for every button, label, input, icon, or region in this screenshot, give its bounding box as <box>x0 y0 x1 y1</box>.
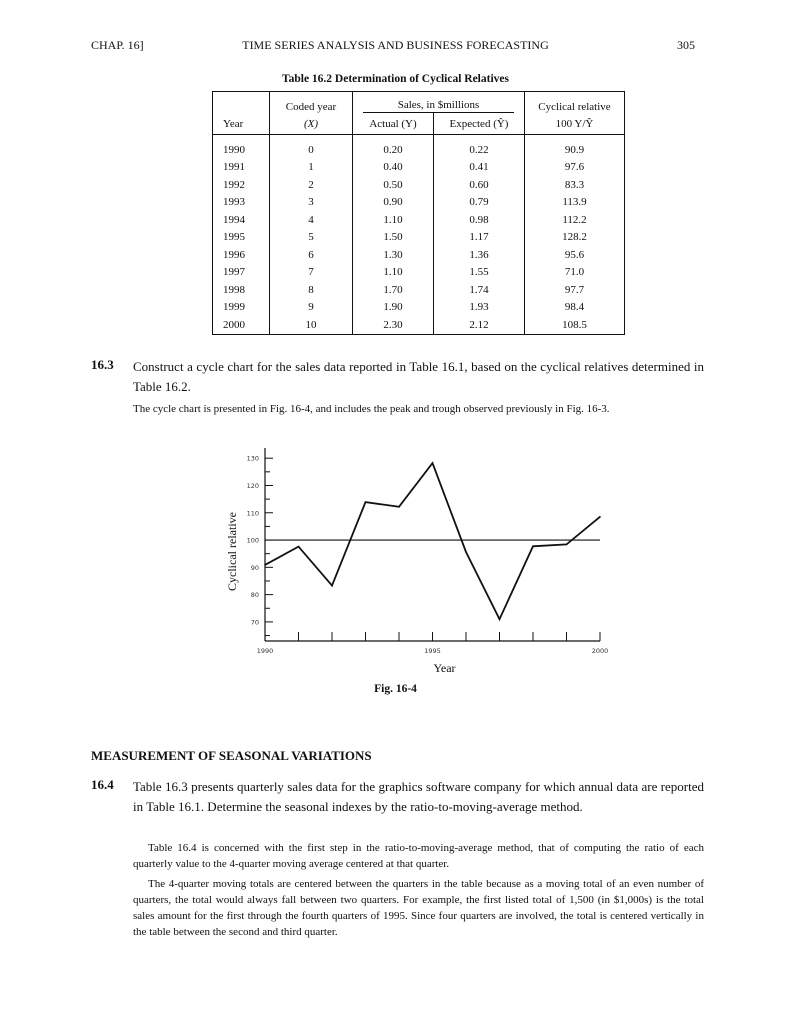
cell-year: 1994 <box>223 213 245 226</box>
chapter-label: CHAP. 16] <box>91 38 144 52</box>
data-point <box>599 516 601 518</box>
cell-cyclical-relative: 112.2 <box>525 211 625 229</box>
cell-expected: 1.74 <box>434 281 525 299</box>
data-point <box>264 564 266 566</box>
cell-expected: 1.55 <box>434 264 525 282</box>
problem-16-4-para2: The 4-quarter moving totals are centered between the quarters in the table because as a moving total of an even number of quarters, the total would always fall between two quarters. For example, the first listed total of 1,500 (in $1,000s) is the total sales amount for the first through the fourth quarters of 1995. Since four quarters are involved, the total is centered vertically in the table between the second and third quarter. <box>133 878 704 938</box>
cell-cyclical-relative: 113.9 <box>525 194 625 212</box>
header-year: Year <box>213 113 270 135</box>
x-tick-label: 1995 <box>424 647 441 655</box>
cell-cyclical-relative: 98.4 <box>525 299 625 317</box>
x-tick-label: 2000 <box>591 647 609 655</box>
cell-year: 1992 <box>223 178 245 191</box>
problem-16-3-text: Construct a cycle chart for the sales data reported in Table 16.1, based on the cyclical relatives determined in Table 16.2. <box>133 359 704 394</box>
table-row <box>213 229 625 247</box>
cell-actual: 0.50 <box>353 176 434 194</box>
cell-cyclical-relative: 128.2 <box>525 229 625 247</box>
cell-actual: 1.90 <box>353 299 434 317</box>
cell-coded-year: 3 <box>270 194 353 212</box>
cell-expected: 1.93 <box>434 299 525 317</box>
data-point <box>465 551 467 553</box>
x-axis-label: Year <box>433 661 456 675</box>
cell-actual: 1.50 <box>353 229 434 247</box>
problem-number-16-3: 16.3 <box>91 357 114 372</box>
cell-coded-year: 4 <box>270 211 353 229</box>
cell-coded-year: 9 <box>270 299 353 317</box>
section-title: MEASUREMENT OF SEASONAL VARIATIONS <box>91 748 372 763</box>
table-row <box>213 264 625 282</box>
table-row <box>213 176 625 194</box>
cell-cyclical-relative: 95.6 <box>525 246 625 264</box>
data-point <box>298 546 300 548</box>
data-point <box>331 585 333 587</box>
data-point <box>365 501 367 503</box>
table-row <box>213 246 625 264</box>
y-tick-label: 100 <box>246 536 259 545</box>
table-row <box>213 194 625 212</box>
data-point <box>499 618 501 620</box>
cell-expected: 0.41 <box>434 159 525 177</box>
cell-actual: 1.70 <box>353 281 434 299</box>
cell-year: 1996 <box>223 248 245 261</box>
cell-expected: 1.36 <box>434 246 525 264</box>
y-tick-label: 110 <box>246 509 259 518</box>
cell-cyclical-relative: 97.6 <box>525 159 625 177</box>
problem-16-4-para1: Table 16.4 is concerned with the first step in the ratio-to-moving-average method, that of computing the ratio of each quarterly value to the 4-quarter moving average centered at that quarter. <box>133 842 704 870</box>
cyclical-relatives-table <box>212 91 625 335</box>
cell-coded-year: 5 <box>270 229 353 247</box>
cell-coded-year: 7 <box>270 264 353 282</box>
cell-cyclical-relative: 108.5 <box>525 316 625 334</box>
table-body <box>213 135 625 335</box>
header-cyclical-formula: 100 Y/Ŷ <box>525 113 625 135</box>
table-row <box>213 281 625 299</box>
y-axis-label: Cyclical relative <box>225 512 239 591</box>
y-tick-label: 130 <box>246 454 259 463</box>
cell-expected: 2.12 <box>434 316 525 334</box>
problem-number-16-4: 16.4 <box>91 777 114 792</box>
cell-actual: 0.90 <box>353 194 434 212</box>
problem-16-3-answer: The cycle chart is presented in Fig. 16-4, and includes the peak and trough observed previously in Fig. 16-3. <box>133 403 610 415</box>
cell-actual: 0.40 <box>353 159 434 177</box>
table-row <box>213 316 625 334</box>
table-row <box>213 211 625 229</box>
cell-year: 1993 <box>223 196 245 209</box>
cell-cyclical-relative: 97.7 <box>525 281 625 299</box>
cell-year: 1990 <box>223 143 245 156</box>
header-sales: Sales, in $millions <box>363 99 514 113</box>
cycle-chart <box>218 440 618 675</box>
header-x: (X) <box>270 113 353 135</box>
header-coded-year: Coded year <box>270 92 353 114</box>
figure-caption: Fig. 16-4 <box>374 683 417 695</box>
cell-year: 1999 <box>223 301 245 314</box>
cell-coded-year: 8 <box>270 281 353 299</box>
table-row <box>213 299 625 317</box>
cell-expected: 0.22 <box>434 135 525 159</box>
running-title: TIME SERIES ANALYSIS AND BUSINESS FORECASTING <box>242 38 549 52</box>
problem-16-4-text: Table 16.3 presents quarterly sales data for the graphics software company for which annual data are reported in Table 16.1. Determine the seasonal indexes by the ratio-to-moving-average method. <box>133 779 704 814</box>
cell-coded-year: 2 <box>270 176 353 194</box>
cell-expected: 0.98 <box>434 211 525 229</box>
cell-year: 1998 <box>223 283 245 296</box>
cell-expected: 1.17 <box>434 229 525 247</box>
cell-coded-year: 1 <box>270 159 353 177</box>
y-tick-label: 70 <box>250 618 259 627</box>
y-tick-label: 80 <box>250 591 259 600</box>
cell-year: 1995 <box>223 231 245 244</box>
cell-cyclical-relative: 90.9 <box>525 135 625 159</box>
header-cyclical-relative: Cyclical relative <box>525 92 625 114</box>
header-actual: Actual (Y) <box>353 113 434 135</box>
table-caption: Table 16.2 Determination of Cyclical Relatives <box>282 73 509 85</box>
cyclical-relative-line <box>265 463 600 619</box>
cell-coded-year: 0 <box>270 135 353 159</box>
cell-cyclical-relative: 71.0 <box>525 264 625 282</box>
table-row <box>213 159 625 177</box>
cell-actual: 1.10 <box>353 264 434 282</box>
cell-coded-year: 10 <box>270 316 353 334</box>
cell-year: 2000 <box>223 318 245 331</box>
data-point <box>432 462 434 464</box>
y-tick-label: 120 <box>246 481 259 490</box>
table-row <box>213 135 625 159</box>
cell-actual: 1.30 <box>353 246 434 264</box>
cell-cyclical-relative: 83.3 <box>525 176 625 194</box>
cell-expected: 0.79 <box>434 194 525 212</box>
cell-actual: 2.30 <box>353 316 434 334</box>
cell-actual: 1.10 <box>353 211 434 229</box>
cell-actual: 0.20 <box>353 135 434 159</box>
cell-expected: 0.60 <box>434 176 525 194</box>
page-number: 305 <box>677 38 695 52</box>
cell-coded-year: 6 <box>270 246 353 264</box>
data-point <box>398 506 400 508</box>
cell-year: 1991 <box>223 161 245 174</box>
cell-year: 1997 <box>223 266 245 279</box>
y-tick-label: 90 <box>250 563 259 572</box>
header-expected: Expected (Ŷ) <box>434 113 525 135</box>
x-tick-label: 1990 <box>256 647 274 655</box>
data-point <box>532 546 534 548</box>
data-point <box>566 544 568 546</box>
